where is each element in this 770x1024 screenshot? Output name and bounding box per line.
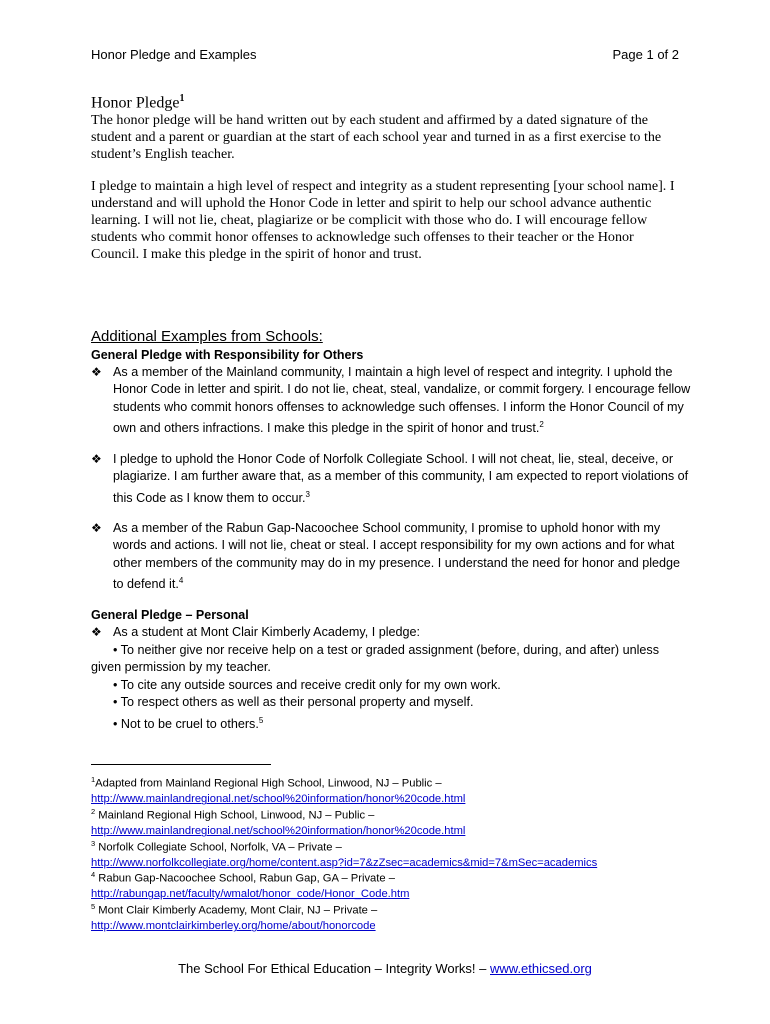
diamond-bullet-icon: ❖ (91, 452, 102, 466)
list-item-text: As a student at Mont Clair Kimberly Academy, I pledge: (113, 625, 421, 639)
list-item-text: As a member of the Mainland community, I maintain a high level of respect and integrity. I uphold the Honor Code in letter and spirit. I do not lie, cheat, steal, vandalize, or commit forgery. I encourage fellow students who commit honors offenses to acknowledge such offenses. I inform the Honor Council of my own and others infractions. I make this pledge in the spirit of honor and trust. (113, 365, 691, 436)
footnote-text: Adapted from Mainland Regional High School, Linwood, NJ – Public – (95, 777, 442, 790)
diamond-bullet-icon: ❖ (91, 521, 102, 535)
list-item (91, 520, 691, 594)
honor-pledge-heading (91, 93, 184, 112)
footnote-text: Rabun Gap-Nacoochee School, Rabun Gap, GA – Private – (95, 872, 395, 885)
footnote-number: 5 (91, 902, 96, 911)
footnote-divider (91, 764, 271, 765)
pledge-line: • To neither give nor receive help on a test or graded assignment (before, during, and after) unless (113, 643, 660, 657)
footnote-text: Mainland Regional High School, Linwood, NJ – Public – (95, 809, 375, 822)
pledge-line (91, 712, 691, 734)
footer-text: The School For Ethical Education – Integrity Works! – (178, 961, 490, 976)
footnote-text: Mont Clair Kimberly Academy, Mont Clair, NJ – Private – (95, 904, 378, 917)
footnote-link[interactable]: http://rabungap.net/faculty/wmalot/honor_code/Honor_Code.htm (91, 888, 410, 901)
footer-link[interactable]: www.ethicsed.org (490, 961, 592, 976)
header-title: Honor Pledge and Examples (91, 47, 257, 62)
footnote-number: 4 (91, 870, 96, 879)
honor-pledge-heading-text: Honor Pledge (91, 94, 180, 112)
honor-pledge-text: I pledge to maintain a high level of respect and integrity as a student representing [your school name]. I understand and will uphold the Honor Code in letter and spirit to help our school advance authentic learning. I will not lie, cheat, plagiarize or be complicit with those who do. I will encourage fellow students who commit honor offenses to acknowledge such offenses to their teacher or the Honor Council. I make this pledge in the spirit of honor and trust. (91, 178, 675, 262)
footnote-link[interactable]: http://www.mainlandregional.net/school%20information/honor%20code.html (91, 825, 466, 838)
list-item (91, 364, 691, 438)
pledge-line: given permission by my teacher. (91, 660, 271, 675)
pledge-line-text: • Not to be cruel to others. (113, 716, 259, 731)
list-item (91, 451, 691, 507)
pledge-list (91, 642, 691, 733)
footnote-link[interactable]: http://www.mainlandregional.net/school%20information/honor%20code.html (91, 793, 466, 806)
additional-examples-heading: Additional Examples from Schools: (91, 328, 323, 345)
footnote (91, 772, 691, 808)
footnote (91, 899, 691, 935)
footnote-number: 2 (91, 807, 96, 816)
diamond-bullet-icon: ❖ (91, 365, 102, 379)
pledge-line: • To cite any outside sources and receive credit only for my own work. (113, 677, 501, 692)
page-number: Page 1 of 2 (612, 47, 679, 62)
footnote (91, 867, 691, 903)
list-item-text: I pledge to uphold the Honor Code of Norfolk Collegiate School. I will not cheat, lie, steal, deceive, or plagiarize. I am further aware that, as a member of this community, I am expected to report violations of this Code as I know them to occur. (113, 452, 689, 505)
footnote-ref[interactable]: 2 (539, 420, 544, 430)
footnote-number: 1 (91, 775, 96, 784)
footnote-link[interactable]: http://www.norfolkcollegiate.org/home/content.asp?id=7&zZsec=academics&mid=7&mSec=academics (91, 857, 598, 870)
footnote-ref[interactable]: 4 (178, 576, 184, 586)
diamond-bullet-icon: ❖ (91, 625, 102, 639)
page-footer (0, 961, 770, 976)
footnote-ref[interactable]: 5 (258, 715, 264, 725)
section-heading-personal: General Pledge – Personal (91, 608, 249, 622)
footnote-link[interactable]: http://www.montclairkimberley.org/home/about/honorcode (91, 920, 376, 933)
section-heading-responsibility: General Pledge with Responsibility for Others (91, 348, 364, 362)
footnote-ref[interactable]: 1 (179, 93, 185, 104)
list-item (91, 624, 691, 641)
list-item-text: As a member of the Rabun Gap-Nacoochee School community, I promise to uphold honor with my words and actions. I will not lie, cheat or steal. I accept responsibility for my own actions and for what other members of the community may do in my presence. I understand the need for honor and pledge to defend it. (113, 521, 681, 592)
pledge-line: • To respect others as well as their personal property and myself. (113, 695, 474, 710)
footnote-ref[interactable]: 3 (305, 489, 310, 499)
honor-pledge-intro: The honor pledge will be hand written out by each student and affirmed by a dated signature of the student and a parent or guardian at the start of each school year and turned in as a first exercise to the student’s English teacher. (91, 112, 662, 162)
footnote-text: Norfolk Collegiate School, Norfolk, VA – Private – (95, 841, 342, 854)
footnote (91, 804, 691, 840)
footnote-number: 3 (91, 839, 96, 848)
